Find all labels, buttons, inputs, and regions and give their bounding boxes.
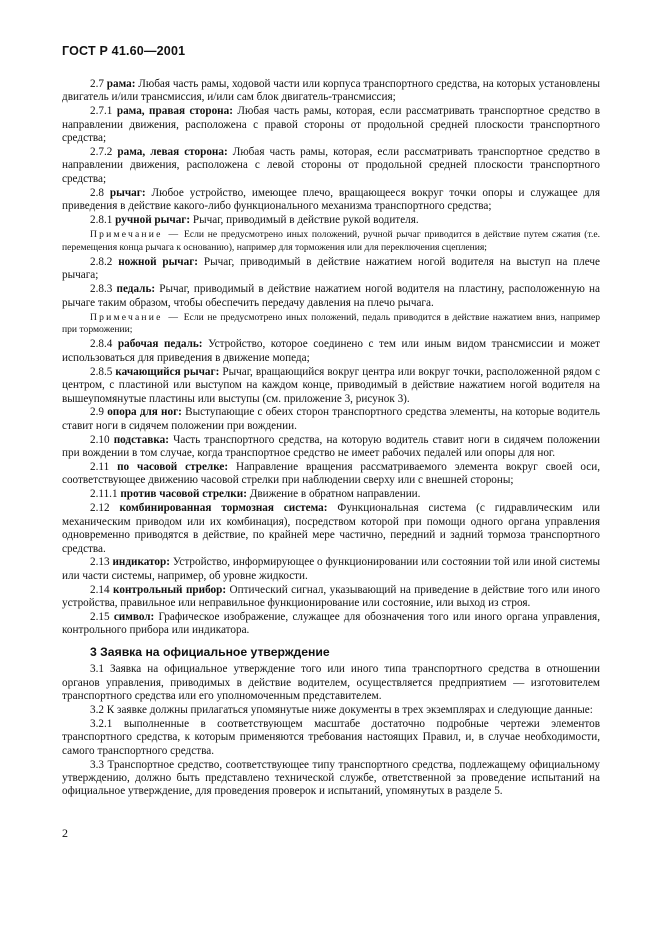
definition-text: Движение в обратном направлении. xyxy=(249,488,421,501)
section-heading: 3 Заявка на официальное утверждение xyxy=(90,644,330,659)
defined-term: подставка: xyxy=(113,433,169,446)
definition-paragraph xyxy=(62,283,600,310)
definition-paragraph xyxy=(62,406,600,433)
clause-number: 3.3 xyxy=(90,758,104,771)
definition-text: Рычаг, приводимый в действие нажатием ногой водителя на выступ на плече рычага; xyxy=(62,255,601,282)
document-body xyxy=(62,78,600,799)
defined-term: по часовой стрелке: xyxy=(117,461,229,474)
definition-text: Направление вращения рассматриваемого элемента вокруг своей оси, соответствующее движению часовой стрелки при наблюдении сверху или с внешней стороны; xyxy=(62,461,601,487)
definitions-list xyxy=(62,78,600,638)
defined-term: ручной рычаг: xyxy=(115,214,191,227)
clause-number: 3.1 xyxy=(90,663,104,676)
definition-paragraph xyxy=(62,611,600,638)
defined-term: рама, правая сторона: xyxy=(116,105,233,118)
defined-term: рама: xyxy=(106,78,136,90)
definition-text: Любая часть рамы, ходовой части или корпуса транспортного средства, на которых установлены двигатель и/или трансмиссия, и/или сам блок двигатель-трансмиссия; xyxy=(62,78,601,104)
definition-paragraph xyxy=(62,502,600,556)
clause-number: 2.8.2 xyxy=(90,255,113,268)
definition-paragraph xyxy=(62,78,600,105)
note-label: Примечание — xyxy=(90,229,181,241)
defined-term: качающийся рычаг: xyxy=(115,365,220,378)
clause-number: 3.2 xyxy=(90,703,104,716)
clause-number: 2.8 xyxy=(90,186,104,199)
clause-text: Транспортное средство, соответствующее типу транспортного средства, подлежащему официальному утверждению, должно быть представлено технической службе, ответственной за проведение испытаний на официальное утверждение, для проведения проверок и испытаний, упомянутых в разделе 5. xyxy=(62,758,600,798)
clause-number: 2.8.4 xyxy=(90,338,113,351)
definition-paragraph xyxy=(62,584,600,611)
clause-text: выполненные в соответствующем масштабе достаточно подробные чертежи элементов транспортного средства, к которым применяются требования настоящих Правил, и, в случае необходимости, самого транспортного средства. xyxy=(62,717,601,757)
clause-number: 2.14 xyxy=(90,583,110,596)
document-header: ГОСТ Р 41.60—2001 xyxy=(62,44,186,58)
definition-paragraph xyxy=(62,488,600,501)
definition-paragraph xyxy=(62,256,600,283)
clause-number: 2.8.1 xyxy=(90,214,113,227)
section-paragraph xyxy=(62,704,600,717)
definition-text: Рычаг, приводимый в действие нажатием ногой водителя на пластину, расположенную на рычаге таким образом, чтобы обеспечить передачу давления на плечо рычага. xyxy=(62,283,601,309)
definition-paragraph xyxy=(62,105,600,145)
defined-term: рама, левая сторона: xyxy=(117,146,228,159)
clause-number: 2.12 xyxy=(90,502,110,515)
page-number: 2 xyxy=(62,826,68,840)
definition-text: Любая часть рамы, которая, если рассматривать транспортное средство в направлении движения, расположена с правой стороны от продольной средней плоскости транспортного средства; xyxy=(62,105,600,145)
definition-paragraph xyxy=(62,366,600,406)
defined-term: контрольный прибор: xyxy=(113,583,227,596)
definition-paragraph xyxy=(62,338,600,365)
definition-paragraph xyxy=(62,146,600,186)
defined-term: ножной рычаг: xyxy=(118,255,199,268)
defined-term: рычаг: xyxy=(109,186,146,199)
definition-text: Функциональная система (с гидравлическим или механическим приводом или их комбинация), посредством которой при помощи одного органа управления одновременно приводятся в действие, по крайней мере частично, передний и задний тормоза транспортного средства. xyxy=(62,502,600,555)
defined-term: комбинированная тормозная система: xyxy=(119,502,328,515)
note-paragraph xyxy=(62,312,600,336)
definition-text: Любое устройство, имеющее плечо, вращающееся вокруг точки опоры и служащее для приведения в действие какого-либо функционального механизма транспортного средства; xyxy=(62,186,601,213)
defined-term: рабочая педаль: xyxy=(117,338,203,351)
definition-paragraph xyxy=(62,461,600,488)
definition-text: Рычаг, приводимый в действие рукой водителя. xyxy=(192,214,419,227)
defined-term: индикатор: xyxy=(112,556,170,569)
clause-text: К заявке должны прилагаться упомянутые ниже документы в трех экземплярах и следующие данные: xyxy=(106,703,593,716)
clause-number: 2.7.1 xyxy=(90,105,113,118)
definition-text: Выступающие с обеих сторон транспортного средства элементы, на которые водитель ставит ноги в сидячем положении при вождении. xyxy=(62,406,601,432)
definition-text: Рычаг, вращающийся вокруг центра или вокруг точки, расположенной рядом с центром, с пластиной или выступом на каждом конце, приводимый в действие нажатием ногой водителя на вышеупомянутые пластины или выступы (см. приложение 3, рисунок 3). xyxy=(62,365,601,405)
definition-text: Устройство, которое соединено с тем или иным видом трансмиссии и может использоваться для приведения в движение мопеда; xyxy=(62,338,601,364)
clause-number: 3.2.1 xyxy=(90,717,113,730)
defined-term: символ: xyxy=(113,611,155,624)
clause-number: 2.8.5 xyxy=(90,365,113,378)
clause-number: 2.11 xyxy=(90,461,110,474)
note-paragraph xyxy=(62,229,600,253)
definition-text: Часть транспортного средства, на которую водитель ставит ноги в сидячем положении при вождении в том случае, когда транспортное средство не имеет рабочих педалей или опоры для ног. xyxy=(62,433,600,460)
clause-number: 2.15 xyxy=(90,611,110,624)
clause-text: Заявка на официальное утверждение того или иного типа транспортного средства в отношении органов управления, приводимых в действие водителем, осуществляется предприятием — изготовителем транспортного средства или его уполномоченным представителем. xyxy=(62,663,601,703)
note-label: Примечание — xyxy=(90,312,181,323)
defined-term: против часовой стрелки: xyxy=(120,488,247,501)
clause-number: 2.8.3 xyxy=(90,283,113,296)
defined-term: педаль: xyxy=(116,283,156,296)
clause-number: 2.7.2 xyxy=(90,146,113,159)
clause-number: 2.11.1 xyxy=(90,488,118,501)
note-text: Если не предусмотрено иных положений, педаль приводится в действие нажатием вниз, например при торможении; xyxy=(62,312,601,336)
definition-text: Устройство, информирующее о функционировании или состоянии той или иной системы или части системы, например, об уровне жидкости. xyxy=(62,556,600,582)
definition-text: Любая часть рамы, которая, если рассматривать транспортное средство в направлении движения, расположена с левой стороны от продольной средней плоскости транспортного средства; xyxy=(62,146,600,185)
definition-text: Графическое изображение, служащее для обозначения того или иного органа управления, контрольного прибора или индикатора. xyxy=(62,611,601,637)
clause-number: 2.13 xyxy=(90,556,110,569)
clause-number: 2.7 xyxy=(90,78,104,90)
definition-paragraph xyxy=(62,187,600,214)
section-paragraph xyxy=(62,759,600,799)
definition-paragraph xyxy=(62,556,600,583)
note-text: Если не предусмотрено иных положений, ручной рычаг приводится в действие путем сжатия (т.е. перемещения конца рычага к основанию), например для торможения или для переключения сцепления; xyxy=(62,229,601,253)
section-paragraph xyxy=(62,718,600,758)
section-3-body xyxy=(62,663,600,799)
clause-number: 2.10 xyxy=(90,433,110,446)
defined-term: опора для ног: xyxy=(107,406,182,419)
definition-text: Оптический сигнал, указывающий на приведение в действие того или иного устройства, правильное или неправильное функционирование или состояние, или выход из строя. xyxy=(62,583,601,610)
clause-number: 2.9 xyxy=(90,406,104,419)
definition-paragraph xyxy=(62,434,600,461)
definition-paragraph xyxy=(62,214,600,227)
section-paragraph xyxy=(62,663,600,703)
